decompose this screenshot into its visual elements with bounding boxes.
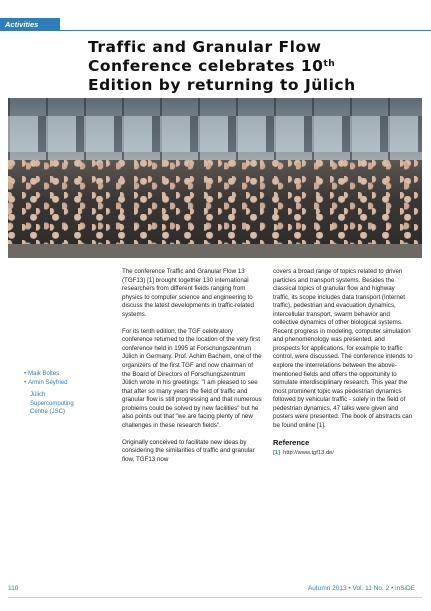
col1-paragraph-3: Originally conceived to facilitate new ideas by considering the similarities of traffic and granular flow, TGF13 now: [122, 438, 255, 463]
title-line-2: Conference celebrates 10: [88, 57, 324, 75]
photo-windows: [8, 116, 422, 152]
author-1: • Maik Boltes: [24, 371, 60, 377]
reference-number: [1]: [273, 450, 281, 457]
title-line-1: Traffic and Granular Flow: [88, 38, 322, 56]
reference-item: [273, 449, 413, 458]
reference-heading: Reference: [273, 437, 310, 447]
footer-rule: [8, 597, 422, 598]
title-superscript: th: [323, 59, 336, 69]
col1-paragraph-1: The conference Traffic and Granular Flow 13 (TGF13) [1] brought together 130 international researchers from different fields ranging from physics to computer science and engineering to discuss the latest developments in traffic-related systems.: [122, 268, 254, 318]
article-column-2: [273, 268, 413, 458]
reference-link[interactable]: http://www.tgf13.de/: [283, 450, 335, 457]
header-rule: [60, 30, 431, 31]
col1-paragraph-2: For its tenth edition, the TGF celebratory conference returned to the location of the very first conference held in 1995 at Forschungszentrum Jülich in Germany. Prof. Achim Bachem, one of the organizers of the first TGF and now chairman of the Board of Directors of Forschungszentrum Jülich wrote in his greetings: "I am pleased to see that after so many years the field of traffic and granular flow is still progressing and that numerous problems could be solved by new facilities" but he also points out that "we are facing plenty of new challenges in these research fields".: [122, 327, 262, 429]
issue-info: Autumn 2013 • Vol. 11 No. 2 • inSiDE: [307, 585, 415, 592]
title-line-3: Edition by returning to Jülich: [88, 76, 356, 94]
author-2: • Armin Seyfried: [24, 379, 68, 386]
group-photo: [8, 98, 422, 258]
article-column-1: [122, 268, 262, 473]
photo-ground: [8, 244, 422, 258]
article-title: [88, 38, 418, 95]
page-number: 110: [8, 585, 19, 592]
col2-paragraph-1: covers a broad range of topics related to driven particles and transport systems. Besides the classical topics of granular flow and highway traffic, its scope includes data transport (Internet traffic), pedestrian and evacuation dynamics, intercellular transport, swarm behavior and collective dynamics of other biological systems. Recent progress in modeling, computer simulation and phenomenology was presented, and prospects for applications, for example to traffic control, were discussed. The conference intends to explore the interrelations between the above-mentioned fields and offers the opportunity to stimulate interdisciplinary research. This year the most prominent topic was pedestrian dynamics followed by vehicular traffic - solely in the field of pedestrian dynamics, 47 talks were given and posters were presented. The book of abstracts can be found online [1].: [273, 268, 413, 429]
section-tab: Activities: [0, 18, 60, 31]
affiliation: Jülich Supercomputing Centre (JSC): [30, 392, 74, 415]
authors-block: [24, 370, 74, 417]
